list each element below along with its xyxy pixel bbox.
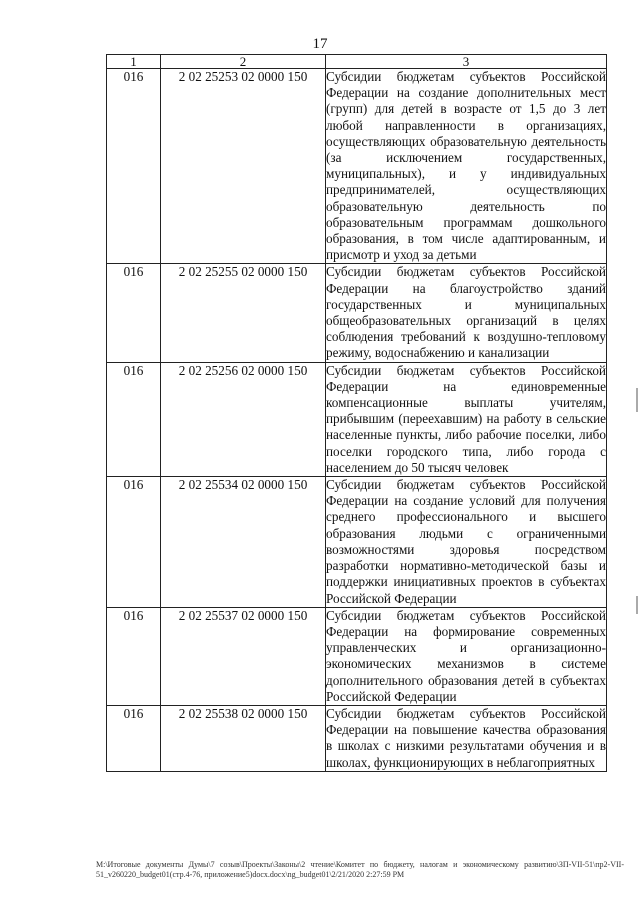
- budget-classification-code: 2 02 25255 02 0000 150: [161, 264, 326, 362]
- page-number: 17: [312, 36, 328, 52]
- table-row: [107, 705, 607, 771]
- income-description: Субсидии бюджетам субъектов Российской Федерации на формирование современных управленческих и организационно-экономических механизмов в системе дополнительного образования детей в субъектах Российской Федерации: [326, 607, 606, 704]
- table-header-row: [107, 55, 607, 69]
- table-row: [107, 69, 607, 264]
- income-description: Субсидии бюджетам субъектов Российской Федерации на единовременные компенсационные выплаты учителям, прибывшим (переехавшим) на работу в сельские населенные пункты, либо рабочие поселки, либо поселки городского типа, либо города с населением до 50 тысяч человек: [326, 362, 606, 475]
- scan-edge-mark: [636, 596, 638, 614]
- income-description: Субсидии бюджетам субъектов Российской Федерации на создание условий для получения среднего профессионального и высшего образования людьми с ограниченными возможностями здоровья посредством разработки нормативно-методической базы и поддержки инициативных проектов в субъектах Российской Федерации: [326, 477, 606, 606]
- administrator-code: 016: [107, 477, 161, 608]
- table-row: [107, 607, 607, 705]
- budget-classification-code: 2 02 25537 02 0000 150: [161, 607, 326, 705]
- scan-edge-mark: [636, 388, 638, 412]
- administrator-code: 016: [107, 607, 161, 705]
- budget-classification-code: 2 02 25534 02 0000 150: [161, 477, 326, 608]
- column-header-1: 1: [107, 55, 161, 69]
- budget-codes-table: [106, 54, 607, 772]
- income-description: Субсидии бюджетам субъектов Российской Федерации на повышение качества образования в школах с низкими результатами обучения и в школах, функционирующих в неблагоприятных: [326, 705, 606, 770]
- column-header-2: 2: [161, 55, 326, 69]
- budget-classification-code: 2 02 25538 02 0000 150: [161, 705, 326, 771]
- budget-classification-code: 2 02 25253 02 0000 150: [161, 69, 326, 264]
- income-description: Субсидии бюджетам субъектов Российской Федерации на благоустройство зданий государственных и муниципальных общеобразовательных организаций в целях соблюдения требований к воздушно-тепловому режиму, водоснабжению и канализации: [326, 264, 606, 361]
- document-file-path-footer: M:\Итоговые документы Думы\7 созыв\Проекты\Законы\2 чтение\Комитет по бюджету, налогам и экономическому развитию\ЗП-VII-51\пр2-VII-51_v260220_budget01(стр.4-76, приложение5)docx.docx\ng_budget01\2/21/2020 2:27:59 PM: [96, 860, 624, 879]
- table-row: [107, 477, 607, 608]
- budget-classification-code: 2 02 25256 02 0000 150: [161, 362, 326, 476]
- administrator-code: 016: [107, 264, 161, 362]
- column-header-3: 3: [326, 55, 607, 69]
- income-description: Субсидии бюджетам субъектов Российской Федерации на создание дополнительных мест (групп) для детей в возрасте от 1,5 до 3 лет любой направленности в организациях, осуществляющих образовательную деятельность (за исключением государственных, муниципальных), и у индивидуальных предпринимателей, осуществляющих образовательную деятельность по образовательным программам дошкольного образования, в том числе адаптированным, и присмотр и уход за детьми: [326, 69, 606, 263]
- administrator-code: 016: [107, 69, 161, 264]
- administrator-code: 016: [107, 362, 161, 476]
- administrator-code: 016: [107, 705, 161, 771]
- table-row: [107, 362, 607, 476]
- table-row: [107, 264, 607, 362]
